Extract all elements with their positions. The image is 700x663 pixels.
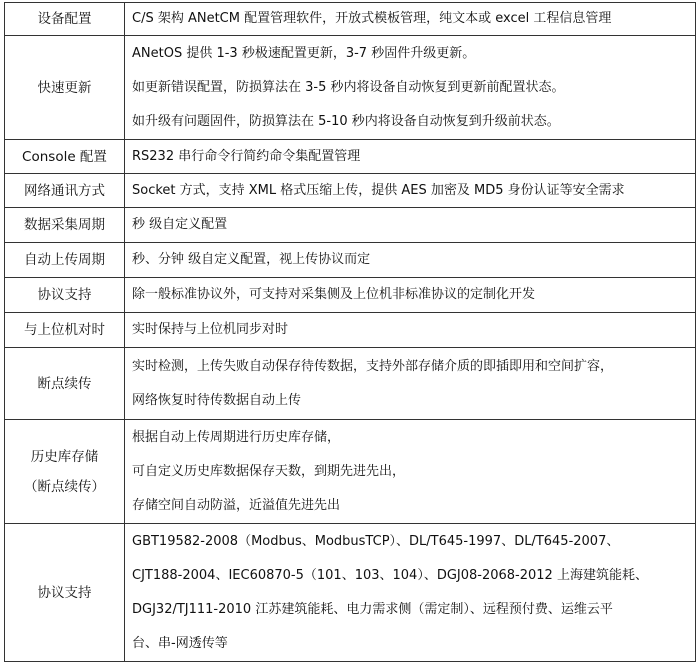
table-row (5, 36, 696, 140)
row-label-text: 协议支持 (37, 584, 92, 601)
table-row (5, 243, 696, 278)
row-value-line: 根据自动上传周期进行历史库存储， (132, 429, 341, 445)
row-value-line: 秒 级自定义配置 (132, 217, 228, 232)
row-label-text: 断点续传 (37, 375, 92, 392)
table-row (5, 3, 696, 36)
row-label (5, 420, 125, 524)
row-value-line: 秒、分钟 级自定义配置，视上传协议而定 (132, 252, 371, 267)
row-value-line: Socket 方式，支持 XML 格式压缩上传，提供 AES 加密及 MD5 身份认证等安全需求 (132, 182, 625, 198)
table-row (5, 208, 696, 243)
row-value (125, 3, 696, 36)
row-label (5, 174, 125, 208)
row-value (125, 278, 696, 313)
row-label-text: （断点续传） (24, 478, 105, 495)
row-label (5, 36, 125, 140)
row-value (125, 174, 696, 208)
row-label-text: 自动上传周期 (24, 252, 105, 268)
spec-table (4, 2, 696, 662)
row-value (125, 243, 696, 278)
row-label (5, 313, 125, 348)
table-row (5, 278, 696, 313)
row-label (5, 208, 125, 243)
row-label-text: 与上位机对时 (24, 322, 105, 338)
row-label (5, 524, 125, 662)
row-label-text: 协议支持 (37, 287, 92, 303)
row-value-line: 实时保持与上位机同步对时 (132, 322, 289, 337)
row-value-line: 台、串-网透传等 (132, 635, 228, 651)
row-value-line: RS232 串行命令行简约命令集配置管理 (132, 148, 361, 164)
row-label (5, 278, 125, 313)
row-label-text: Console 配置 (22, 148, 107, 165)
row-value-line: CJT188-2004、IEC60870-5（101、103、104）、DGJ08-2068-2012 上海建筑能耗、 (132, 567, 648, 583)
row-value-line: C/S 架构 ANetCM 配置管理软件，开放式模板管理，纯文本或 excel 工程信息管理 (132, 11, 612, 26)
row-label-text: 快速更新 (37, 79, 92, 96)
row-value-line: 可自定义历史库数据保存天数，到期先进先出， (132, 463, 406, 479)
row-value (125, 208, 696, 243)
row-label (5, 243, 125, 278)
row-label (5, 348, 125, 420)
row-value (125, 524, 696, 662)
row-value-line: 如升级有问题固件，防损算法在 5-10 秒内将设备自动恢复到升级前状态。 (132, 113, 560, 129)
row-label-text: 设备配置 (37, 11, 92, 27)
row-value-line: 网络恢复时待传数据自动上传 (132, 392, 302, 408)
row-value-line: GBT19582-2008（Modbus、ModbusTCP）、DL/T645-1997、DL/T645-2007、 (132, 533, 620, 549)
row-label (5, 140, 125, 174)
row-value-line: DGJ32/TJ111-2010 江苏建筑能耗、电力需求侧（需定制）、远程预付费、运维云平 (132, 601, 613, 617)
table-row (5, 174, 696, 208)
row-value (125, 140, 696, 174)
table-row (5, 348, 696, 420)
row-value (125, 420, 696, 524)
table-row (5, 524, 696, 662)
row-label (5, 3, 125, 36)
row-value-line: 实时检测，上传失败自动保存待传数据，支持外部存储介质的即插即用和空间扩容， (132, 358, 614, 374)
table-row (5, 420, 696, 524)
row-value (125, 36, 696, 140)
table-row (5, 140, 696, 174)
row-value-line: 存储空间自动防溢，近溢值先进先出 (132, 497, 341, 513)
row-label-text: 网络通讯方式 (24, 182, 105, 199)
row-label-text: 历史库存储 (30, 448, 99, 465)
table-row (5, 313, 696, 348)
row-value-line: ANetOS 提供 1-3 秒极速配置更新，3-7 秒固件升级更新。 (132, 45, 476, 61)
row-value (125, 348, 696, 420)
row-value-line: 如更新错误配置，防损算法在 3-5 秒内将设备自动恢复到更新前配置状态。 (132, 79, 565, 95)
row-value-line: 除一般标准协议外，可支持对采集侧及上位机非标准协议的定制化开发 (132, 287, 536, 302)
row-label-text: 数据采集周期 (24, 217, 105, 233)
row-value (125, 313, 696, 348)
